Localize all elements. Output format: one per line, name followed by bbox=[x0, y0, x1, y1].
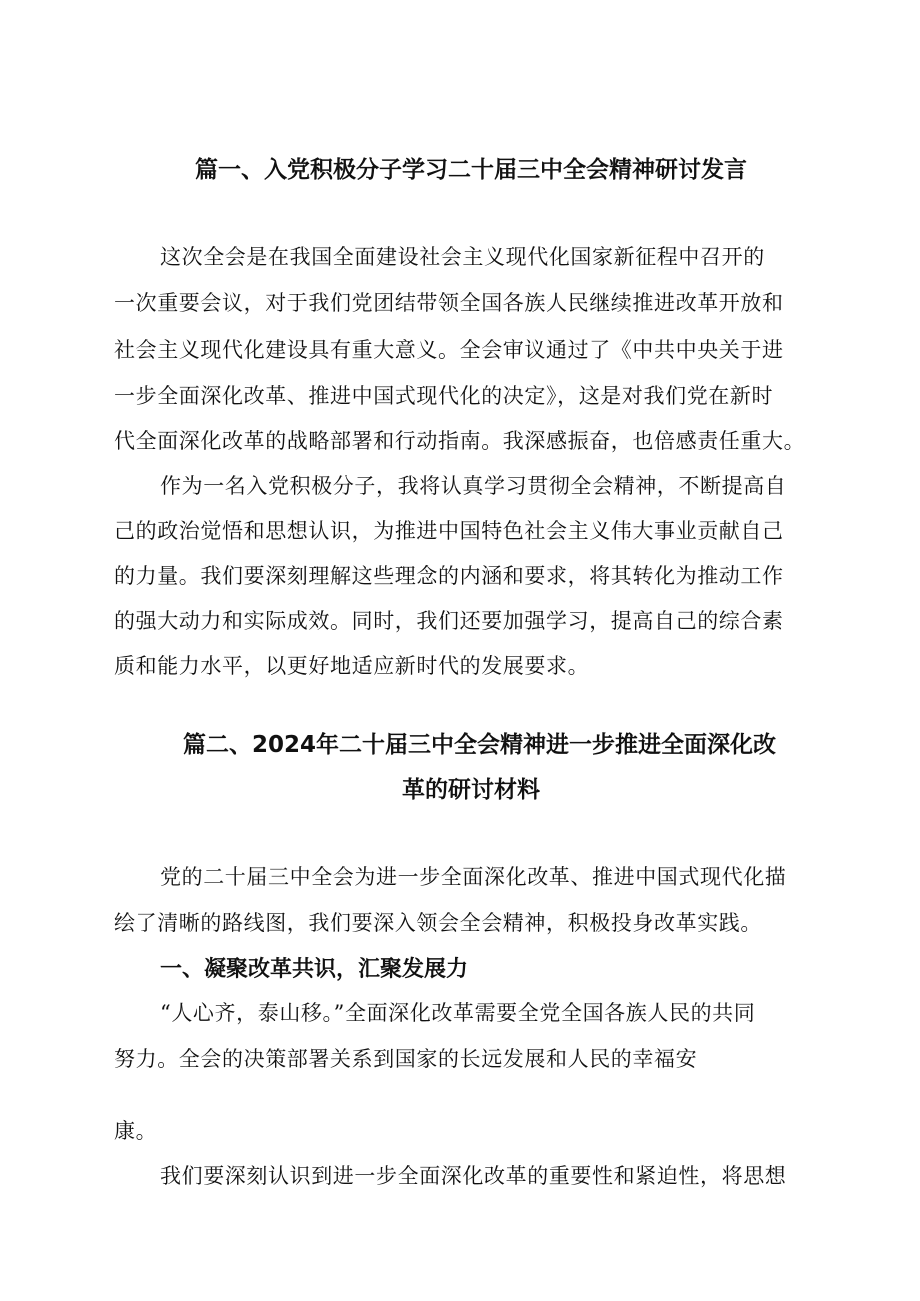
paragraph-line: 一次重要会议，对于我们党团结带领全国各族人民继续推进改革开放和 bbox=[114, 291, 784, 315]
paragraph-line: 努力。全会的决策部署关系到国家的长远发展和人民的幸福安 bbox=[114, 1047, 698, 1071]
paragraph-line: 绘了清晰的路线图，我们要深入领会全会精神，积极投身改革实践。 bbox=[114, 911, 762, 935]
paragraph-line: 一步全面深化改革、推进中国式现代化的决定》，这是对我们党在新时 bbox=[114, 384, 774, 408]
paragraph-line: 己的政治觉悟和思想认识，为推进中国特色社会主义伟大事业贡献自己 bbox=[114, 519, 784, 543]
article-title-2-line-2: 革的研讨材料 bbox=[402, 777, 540, 803]
paragraph-line: 的力量。我们要深刻理解这些理念的内涵和要求，将其转化为推动工作 bbox=[114, 564, 784, 588]
article-title-2-line-1: 篇二、2024年二十届三中全会精神进一步推进全面深化改 bbox=[183, 732, 777, 758]
paragraph-line: “人心齐，泰山移。”全面深化改革需要全党全国各族人民的共同 bbox=[160, 1001, 756, 1025]
paragraph-line: 作为一名入党积极分子，我将认真学习贯彻全会精神，不断提高自 bbox=[160, 474, 787, 498]
paragraph-line: 质和能力水平，以更好地适应新时代的发展要求。 bbox=[114, 654, 590, 678]
paragraph-line: 这次全会是在我国全面建设社会主义现代化国家新征程中召开的 bbox=[160, 245, 765, 269]
article-title-1: 篇一、入党积极分子学习二十届三中全会精神研讨发言 bbox=[195, 157, 747, 183]
paragraph-line: 我们要深刻认识到进一步全面深化改革的重要性和紧迫性，将思想 bbox=[160, 1164, 787, 1188]
paragraph-line: 社会主义现代化建设具有重大意义。全会审议通过了《中共中央关于进 bbox=[114, 338, 784, 362]
section-heading: 一、凝聚改革共识，汇聚发展力 bbox=[160, 957, 469, 982]
paragraph-line: 康。 bbox=[114, 1119, 158, 1143]
paragraph-line: 党的二十届三中全会为进一步全面深化改革、推进中国式现代化描 bbox=[160, 865, 787, 889]
paragraph-line: 的强大动力和实际成效。同时，我们还要加强学习，提高自己的综合素 bbox=[114, 609, 784, 633]
paragraph-line: 代全面深化改革的战略部署和行动指南。我深感振奋，也倍感责任重大。 bbox=[114, 429, 806, 453]
